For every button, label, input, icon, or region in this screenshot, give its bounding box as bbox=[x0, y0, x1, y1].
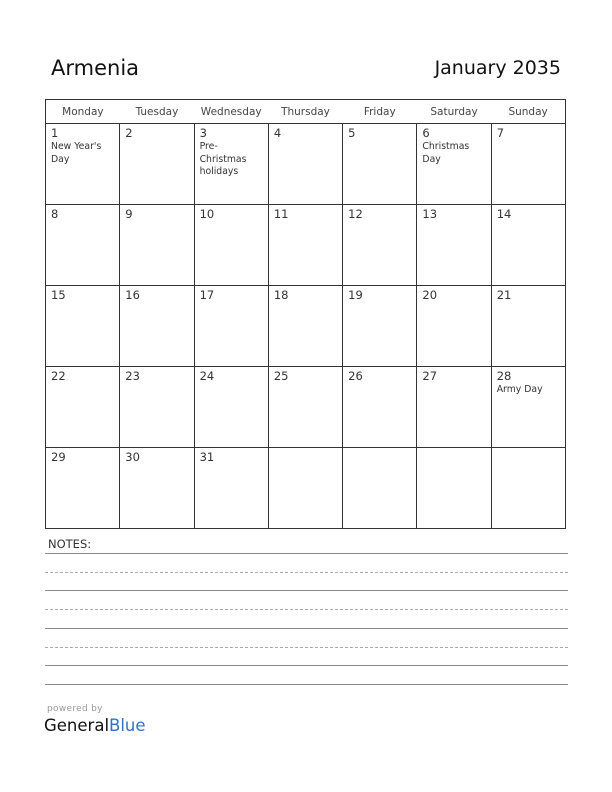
calendar-grid bbox=[45, 99, 566, 529]
brand-general-text: General bbox=[44, 716, 110, 735]
notes-line bbox=[45, 647, 568, 648]
day-number: 12 bbox=[348, 207, 363, 221]
week-row bbox=[46, 205, 566, 286]
weekday-header: Tuesday bbox=[120, 100, 194, 124]
day-cell bbox=[120, 124, 194, 205]
day-number: 16 bbox=[125, 288, 140, 302]
holiday-label: Pre-Christmas holidays bbox=[199, 141, 247, 177]
day-number: 22 bbox=[51, 369, 66, 383]
day-cell bbox=[194, 205, 268, 286]
notes-line bbox=[45, 553, 568, 554]
day-number: 9 bbox=[125, 207, 133, 221]
day-cell bbox=[491, 448, 565, 529]
weekday-header: Wednesday bbox=[194, 100, 268, 124]
holiday-label: Christmas Day bbox=[422, 141, 470, 165]
weekday-header: Monday bbox=[46, 100, 120, 124]
day-number: 19 bbox=[348, 288, 363, 302]
day-number: 29 bbox=[51, 450, 66, 464]
day-number: 7 bbox=[496, 126, 505, 140]
day-cell bbox=[194, 286, 268, 367]
day-number: 21 bbox=[496, 288, 512, 302]
day-cell bbox=[194, 448, 268, 529]
holiday-label: New Year's Day bbox=[51, 141, 102, 165]
weekday-header: Saturday bbox=[417, 100, 491, 124]
day-cell bbox=[343, 286, 417, 367]
day-cell bbox=[120, 448, 194, 529]
day-number: 6 bbox=[422, 126, 430, 140]
holiday-label: Army Day bbox=[496, 384, 543, 395]
powered-by-text: powered by bbox=[47, 704, 103, 714]
notes-label: NOTES: bbox=[48, 537, 92, 551]
notes-line bbox=[45, 628, 568, 629]
day-number: 2 bbox=[125, 126, 133, 140]
day-number: 1 bbox=[51, 126, 59, 140]
day-cell bbox=[417, 448, 491, 529]
day-number: 25 bbox=[273, 369, 289, 383]
month-year-title: January 2035 bbox=[434, 57, 561, 79]
day-cell bbox=[194, 124, 268, 205]
day-number: 14 bbox=[496, 207, 512, 221]
day-cell bbox=[343, 205, 417, 286]
day-cell bbox=[46, 286, 120, 367]
weekday-header: Sunday bbox=[491, 100, 565, 124]
day-cell bbox=[120, 205, 194, 286]
day-cell bbox=[491, 367, 565, 448]
day-cell bbox=[343, 124, 417, 205]
day-number: 30 bbox=[125, 450, 140, 464]
notes-line bbox=[45, 684, 568, 685]
notes-line bbox=[45, 609, 568, 610]
day-number: 11 bbox=[273, 207, 289, 221]
day-cell bbox=[46, 448, 120, 529]
day-number: 31 bbox=[199, 450, 215, 464]
notes-line bbox=[45, 665, 568, 666]
day-number: 3 bbox=[199, 126, 207, 140]
day-cell bbox=[491, 205, 565, 286]
weekday-header: Friday bbox=[343, 100, 417, 124]
day-cell bbox=[120, 367, 194, 448]
weekday-header-row bbox=[46, 100, 566, 124]
day-number: 4 bbox=[273, 126, 282, 140]
day-number: 10 bbox=[199, 207, 215, 221]
day-cell bbox=[194, 367, 268, 448]
notes-line bbox=[45, 590, 568, 591]
day-number: 17 bbox=[199, 288, 215, 302]
day-number: 23 bbox=[125, 369, 140, 383]
brand-blue-text: Blue bbox=[109, 716, 146, 735]
day-number: 5 bbox=[348, 126, 356, 140]
day-number: 28 bbox=[496, 369, 512, 383]
day-cell bbox=[268, 124, 342, 205]
day-number: 18 bbox=[273, 288, 289, 302]
day-cell bbox=[417, 367, 491, 448]
day-cell bbox=[46, 205, 120, 286]
day-cell bbox=[417, 124, 491, 205]
day-cell bbox=[417, 205, 491, 286]
day-cell bbox=[343, 367, 417, 448]
week-row bbox=[46, 124, 566, 205]
day-cell bbox=[120, 286, 194, 367]
day-number: 13 bbox=[422, 207, 438, 221]
country-title: Armenia bbox=[51, 56, 140, 80]
week-row bbox=[46, 367, 566, 448]
day-cell bbox=[417, 286, 491, 367]
day-cell bbox=[343, 448, 417, 529]
day-cell bbox=[268, 448, 342, 529]
day-cell bbox=[268, 367, 342, 448]
week-row bbox=[46, 448, 566, 529]
day-number: 8 bbox=[51, 207, 59, 221]
day-number: 15 bbox=[51, 288, 66, 302]
day-number: 24 bbox=[199, 369, 215, 383]
day-cell bbox=[268, 205, 342, 286]
day-cell bbox=[46, 367, 120, 448]
day-number: 26 bbox=[348, 369, 363, 383]
weekday-header: Thursday bbox=[268, 100, 342, 124]
day-cell bbox=[46, 124, 120, 205]
day-cell bbox=[491, 286, 565, 367]
day-cell bbox=[491, 124, 565, 205]
week-row bbox=[46, 286, 566, 367]
day-cell bbox=[268, 286, 342, 367]
day-number: 20 bbox=[422, 288, 438, 302]
day-number: 27 bbox=[422, 369, 438, 383]
generalblue-logo[interactable] bbox=[44, 716, 146, 735]
notes-line bbox=[45, 572, 568, 573]
